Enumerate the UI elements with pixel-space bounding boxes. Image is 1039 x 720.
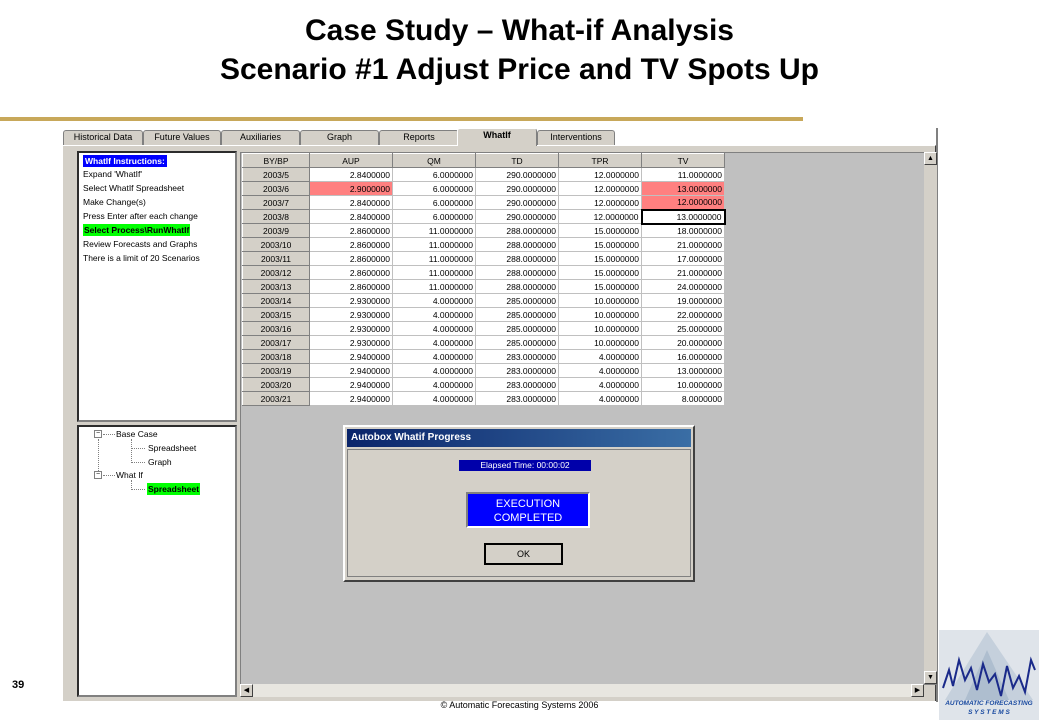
row-header-cell[interactable]: 2003/8 (243, 210, 310, 224)
table-cell[interactable]: 2.9400000 (310, 392, 393, 406)
status-line-1: EXECUTION (495, 498, 561, 510)
row-header-cell[interactable]: 2003/5 (243, 168, 310, 182)
table-cell[interactable]: 285.0000000 (476, 336, 559, 350)
table-cell[interactable]: 10.0000000 (559, 294, 642, 308)
table-cell[interactable]: 2.8600000 (310, 224, 393, 238)
slide-number: 39 (12, 679, 25, 691)
table-cell[interactable]: 2.9300000 (310, 308, 393, 322)
row-header-cell[interactable]: 2003/12 (243, 266, 310, 280)
table-cell[interactable]: 21.0000000 (642, 266, 725, 280)
table-row (243, 280, 725, 294)
collapse-icon[interactable]: − (95, 471, 101, 478)
table-cell[interactable]: 16.0000000 (642, 350, 725, 364)
instruction-item: Select WhatIf Spreadsheet (83, 183, 185, 193)
table-row (243, 294, 725, 308)
table-cell[interactable]: 4.0000000 (393, 322, 476, 336)
table-cell[interactable]: 13.0000000 (642, 182, 725, 196)
status-line-2: COMPLETED (493, 512, 563, 524)
copyright: © Automatic Forecasting Systems 2006 (440, 700, 599, 710)
table-cell[interactable]: 6.0000000 (393, 210, 476, 224)
instructions-panel (77, 151, 237, 422)
row-header-column[interactable]: BY/BP (243, 154, 310, 168)
dialog-title: Autobox Whatif Progress (347, 429, 691, 447)
table-cell[interactable]: 24.0000000 (642, 280, 725, 294)
table-cell[interactable]: 4.0000000 (393, 364, 476, 378)
company-logo (939, 630, 1039, 720)
table-cell[interactable]: 4.0000000 (559, 350, 642, 364)
table-cell[interactable]: 2.9000000 (310, 182, 393, 196)
table-cell[interactable]: 20.0000000 (642, 336, 725, 350)
table-cell[interactable]: 4.0000000 (559, 392, 642, 406)
table-cell[interactable]: 288.0000000 (476, 224, 559, 238)
table-cell[interactable]: 10.0000000 (559, 308, 642, 322)
title-divider (0, 117, 803, 121)
slide-title-line-1: Case Study – What-if Analysis (305, 14, 734, 47)
elapsed-time: Elapsed Time: 00:00:02 (459, 460, 591, 471)
table-cell[interactable]: 6.0000000 (393, 182, 476, 196)
collapse-icon[interactable]: − (95, 430, 101, 437)
table-row (243, 392, 725, 406)
table-cell[interactable]: 290.0000000 (476, 196, 559, 210)
logo-mountain-icon (939, 630, 1039, 702)
column-header[interactable]: QM (393, 154, 476, 168)
whatif-spreadsheet[interactable] (242, 153, 726, 406)
execution-status (466, 492, 590, 528)
table-cell[interactable]: 288.0000000 (476, 280, 559, 294)
table-cell[interactable]: 11.0000000 (393, 266, 476, 280)
row-header-cell[interactable]: 2003/14 (243, 294, 310, 308)
table-row (243, 322, 725, 336)
scroll-right-icon[interactable]: ▶ (911, 684, 924, 697)
table-cell[interactable]: 25.0000000 (642, 322, 725, 336)
table-cell[interactable]: 4.0000000 (559, 364, 642, 378)
table-row (243, 224, 725, 238)
row-header-cell[interactable]: 2003/17 (243, 336, 310, 350)
table-cell[interactable]: 2.8600000 (310, 266, 393, 280)
table-cell[interactable]: 10.0000000 (559, 322, 642, 336)
table-cell[interactable]: 8.0000000 (642, 392, 725, 406)
table-row (243, 168, 725, 182)
tab-reports[interactable]: Reports (379, 130, 459, 145)
table-cell[interactable]: 2.9400000 (310, 364, 393, 378)
table-row (243, 182, 725, 196)
logo-text-1: AUTOMATIC FORECASTING (945, 700, 1033, 707)
row-header-cell[interactable]: 2003/21 (243, 392, 310, 406)
table-cell[interactable]: 15.0000000 (559, 280, 642, 294)
table-cell[interactable]: 2.9300000 (310, 322, 393, 336)
row-header-cell[interactable]: 2003/9 (243, 224, 310, 238)
instruction-item: Press Enter after each change (83, 211, 198, 221)
table-row (243, 350, 725, 364)
table-cell[interactable]: 6.0000000 (393, 196, 476, 210)
logo-text-2: S Y S T E M S (968, 709, 1010, 716)
tab-whatif[interactable]: WhatIf (457, 128, 537, 146)
table-cell[interactable]: 6.0000000 (393, 168, 476, 182)
table-cell[interactable]: 288.0000000 (476, 238, 559, 252)
table-row (243, 378, 725, 392)
table-cell[interactable]: 283.0000000 (476, 392, 559, 406)
row-header-cell[interactable]: 2003/11 (243, 252, 310, 266)
table-cell[interactable]: 12.0000000 (559, 196, 642, 210)
table-cell[interactable]: 4.0000000 (393, 378, 476, 392)
table-cell[interactable]: 11.0000000 (393, 238, 476, 252)
table-cell[interactable]: 4.0000000 (393, 294, 476, 308)
table-cell[interactable]: 22.0000000 (642, 308, 725, 322)
table-cell[interactable]: 18.0000000 (642, 224, 725, 238)
horizontal-scrollbar[interactable] (240, 684, 924, 697)
table-cell[interactable]: 19.0000000 (642, 294, 725, 308)
tree-what-if[interactable]: What If (116, 470, 143, 480)
column-header[interactable]: TV (642, 154, 725, 168)
table-cell[interactable]: 290.0000000 (476, 182, 559, 196)
row-header-cell[interactable]: 2003/16 (243, 322, 310, 336)
table-cell[interactable]: 290.0000000 (476, 210, 559, 224)
table-cell[interactable]: 2.8600000 (310, 252, 393, 266)
table-cell[interactable]: 2.8400000 (310, 210, 393, 224)
table-cell[interactable]: 283.0000000 (476, 364, 559, 378)
row-header-cell[interactable]: 2003/7 (243, 196, 310, 210)
table-cell[interactable]: 2.8400000 (310, 168, 393, 182)
table-cell[interactable]: 10.0000000 (559, 336, 642, 350)
table-cell[interactable]: 13.0000000 (642, 364, 725, 378)
table-row (243, 266, 725, 280)
table-cell[interactable]: 4.0000000 (393, 350, 476, 364)
table-cell[interactable]: 2.8400000 (310, 196, 393, 210)
scenario-tree (77, 425, 237, 697)
table-row (243, 210, 725, 224)
table-cell[interactable]: 4.0000000 (393, 392, 476, 406)
table-cell[interactable]: 12.0000000 (559, 168, 642, 182)
row-header-cell[interactable]: 2003/19 (243, 364, 310, 378)
table-cell[interactable]: 11.0000000 (393, 280, 476, 294)
table-cell[interactable]: 2.9300000 (310, 336, 393, 350)
tab-historical-data[interactable]: Historical Data (63, 130, 143, 145)
table-cell[interactable]: 2.9400000 (310, 350, 393, 364)
table-cell[interactable]: 2.8600000 (310, 238, 393, 252)
table-row (243, 196, 725, 210)
scroll-down-icon[interactable]: ▼ (924, 671, 937, 684)
table-cell[interactable]: 12.0000000 (559, 182, 642, 196)
table-cell[interactable]: 4.0000000 (393, 336, 476, 350)
instruction-item-highlighted: Select Process\RunWhatIf (84, 225, 190, 235)
instruction-item: Review Forecasts and Graphs (83, 239, 198, 249)
row-header-cell[interactable]: 2003/20 (243, 378, 310, 392)
whatif-progress-dialog (343, 425, 695, 582)
table-cell[interactable]: 13.0000000 (642, 210, 725, 224)
table-cell[interactable]: 4.0000000 (559, 378, 642, 392)
table-cell[interactable]: 15.0000000 (559, 224, 642, 238)
table-cell[interactable]: 288.0000000 (476, 266, 559, 280)
table-cell[interactable]: 285.0000000 (476, 294, 559, 308)
tree-base-case[interactable]: Base Case (116, 429, 158, 439)
scroll-up-icon[interactable]: ▲ (924, 152, 937, 165)
table-cell[interactable]: 15.0000000 (559, 252, 642, 266)
table-cell[interactable]: 2.9300000 (310, 294, 393, 308)
table-cell[interactable]: 283.0000000 (476, 378, 559, 392)
table-cell[interactable]: 15.0000000 (559, 266, 642, 280)
table-row (243, 252, 725, 266)
row-header-cell[interactable]: 2003/18 (243, 350, 310, 364)
table-cell[interactable]: 290.0000000 (476, 168, 559, 182)
ok-button[interactable]: OK (484, 543, 563, 565)
row-header-cell[interactable]: 2003/15 (243, 308, 310, 322)
slide-title-line-2: Scenario #1 Adjust Price and TV Spots Up (219, 53, 820, 86)
table-cell[interactable]: 15.0000000 (559, 238, 642, 252)
instruction-item: Expand 'WhatIf' (83, 169, 142, 179)
row-header-cell[interactable]: 2003/6 (243, 182, 310, 196)
instruction-item: Make Change(s) (83, 197, 146, 207)
table-cell[interactable]: 17.0000000 (642, 252, 725, 266)
table-cell[interactable]: 4.0000000 (393, 308, 476, 322)
tab-auxiliaries[interactable]: Auxiliaries (221, 130, 300, 145)
table-cell[interactable]: 2.8600000 (310, 280, 393, 294)
tree-whatif-spreadsheet[interactable]: Spreadsheet (148, 484, 200, 494)
table-cell[interactable]: 285.0000000 (476, 322, 559, 336)
dialog-body (347, 449, 691, 577)
table-cell[interactable]: 283.0000000 (476, 350, 559, 364)
table-cell[interactable]: 11.0000000 (642, 168, 725, 182)
table-row (243, 336, 725, 350)
table-row (243, 308, 725, 322)
table-cell[interactable]: 12.0000000 (642, 196, 725, 210)
tab-future-values[interactable]: Future Values (143, 130, 221, 145)
table-cell[interactable]: 285.0000000 (476, 308, 559, 322)
vertical-scrollbar[interactable] (924, 152, 937, 684)
row-header-cell[interactable]: 2003/10 (243, 238, 310, 252)
table-row (243, 364, 725, 378)
table-cell[interactable]: 2.9400000 (310, 378, 393, 392)
row-header-cell[interactable]: 2003/13 (243, 280, 310, 294)
table-cell[interactable]: 10.0000000 (642, 378, 725, 392)
table-row (243, 238, 725, 252)
tree-base-graph[interactable]: Graph (148, 457, 172, 467)
instructions-header: WhatIf Instructions: (85, 156, 165, 166)
table-cell[interactable]: 288.0000000 (476, 252, 559, 266)
column-header[interactable]: AUP (310, 154, 393, 168)
table-cell[interactable]: 11.0000000 (393, 224, 476, 238)
table-cell[interactable]: 21.0000000 (642, 238, 725, 252)
instruction-item: There is a limit of 20 Scenarios (83, 253, 200, 263)
column-header[interactable]: TPR (559, 154, 642, 168)
tab-interventions[interactable]: Interventions (537, 130, 615, 145)
column-header[interactable]: TD (476, 154, 559, 168)
tab-graph[interactable]: Graph (300, 130, 379, 145)
scroll-left-icon[interactable]: ◀ (240, 684, 253, 697)
table-cell[interactable]: 11.0000000 (393, 252, 476, 266)
table-cell[interactable]: 12.0000000 (559, 210, 642, 224)
tree-base-spreadsheet[interactable]: Spreadsheet (148, 443, 197, 453)
